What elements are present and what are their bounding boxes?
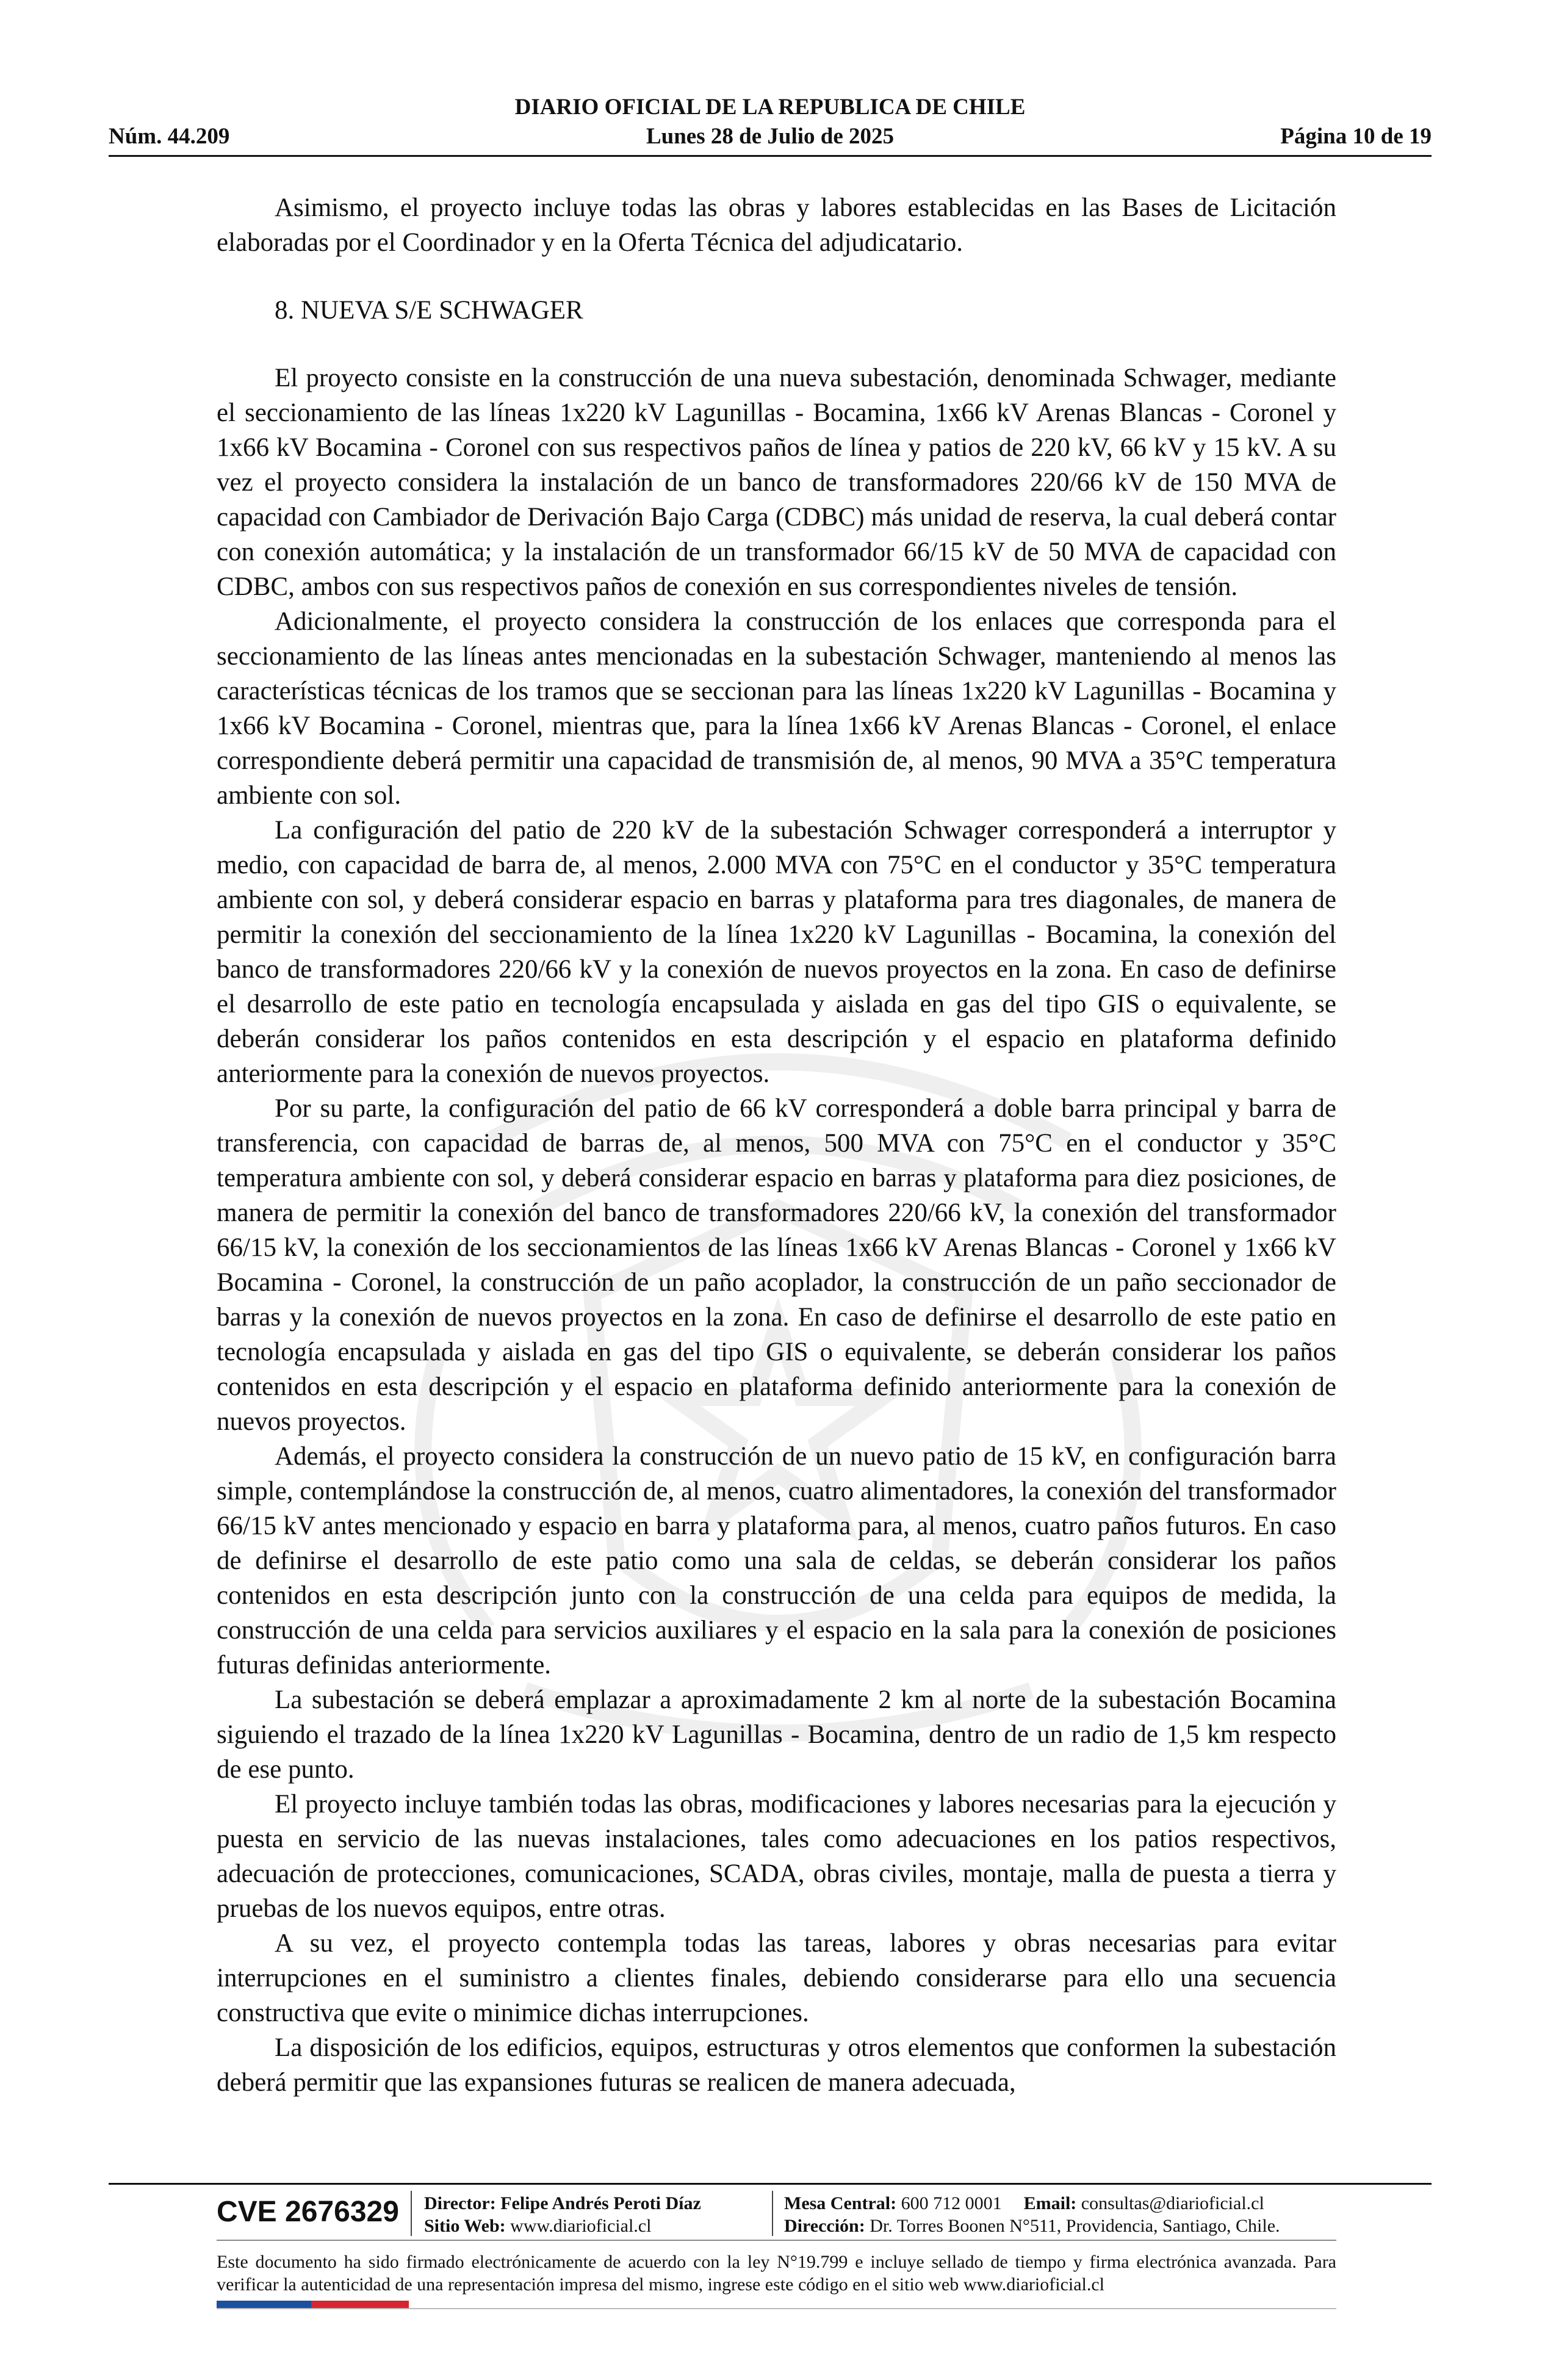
- paragraph-location: La subestación se deberá emplazar a aproximadamente 2 km al norte de la subestación Bocamina siguiendo el trazado de la línea 1x220 kV Lagunillas - Bocamina, dentro de un radio de 1,5 km respecto de ese punto.: [217, 1686, 1336, 1784]
- paragraph-line-links: Adicionalmente, el proyecto considera la construcción de los enlaces que corresponda para el seccionamiento de las líneas antes mencionadas en la subestación Schwager, manteniendo al menos las características técnicas de los tramos que se seccionan para las líneas 1x220 kV Lagunillas - Bocamina y 1x66 kV Bocamina - Coronel, mientras que, para la línea 1x66 kV Arenas Blancas - Coronel, el enlace correspondiente deberá permitir una capacidad de transmisión de, al menos, 90 MVA a 35°C temperatura ambiente con sol.: [217, 607, 1336, 810]
- header-meta-row: [109, 122, 1432, 151]
- intro-paragraph: Asimismo, el proyecto incluye todas las obras y labores establecidas en las Bases de Licitación elaboradas por el Coordinador y en la Oferta Técnica del adjudicatario.: [217, 193, 1336, 257]
- footer-director-block: [424, 2192, 701, 2237]
- paragraph-project-scope: El proyecto consiste en la construcción de una nueva subestación, denominada Schwager, mediante el seccionamiento de las líneas 1x220 kV Lagunillas - Bocamina, 1x66 kV Arenas Blancas - Coronel y 1x66 kV Bocamina - Coronel con sus respectivos paños de línea y patios de 220 kV, 66 kV y 15 kV. A su vez el proyecto considera la instalación de un banco de transformadores 220/66 kV de 150 MVA de capacidad con Cambiador de Derivación Bajo Carga (CDBC) más unidad de reserva, la cual deberá contar con conexión automática; y la instalación de un transformador 66/15 kV de 50 MVA de capacidad con CDBC, ambos con sus respectivos paños de conexión en sus correspondientes niveles de tensión.: [217, 364, 1336, 601]
- phone-label: Mesa Central:: [784, 2193, 897, 2213]
- page-indicator: Página 10 de 19: [1280, 124, 1432, 149]
- signature-notice: Este documento ha sido firmado electrónicamente de acuerdo con la ley N°19.799 e incluye sellado de tiempo y firma electrónica avanzada. Para verificar la autenticidad de una representación impresa del mismo, ingrese este código en el sitio web www.diarioficial.cl: [217, 2252, 1336, 2295]
- page-header: [109, 93, 1432, 151]
- director-label: Director:: [424, 2193, 496, 2213]
- header-divider: [109, 155, 1432, 157]
- cve-code: CVE 2676329: [217, 2196, 399, 2228]
- website-link[interactable]: www.diarioficial.cl: [510, 2216, 652, 2236]
- website-label: Sitio Web:: [424, 2216, 506, 2236]
- paragraph-15kv-yard: Además, el proyecto considera la construcción de un nuevo patio de 15 kV, en configuración barra simple, contemplándose la construcción de, al menos, cuatro alimentadores, la conexión del transformador 66/15 kV antes mencionado y espacio en barra y plataforma para, al menos, cuatro paños futuros. En caso de definirse el desarrollo de este patio como una sala de celdas, se deberán considerar los paños contenidos en esta descripción junto con la construcción de una celda para equipos de medida, la construcción de una celda para servicios auxiliares y el espacio en la sala para la conexión de posiciones futuras definidas anteriormente.: [217, 1442, 1336, 1679]
- publication-title: DIARIO OFICIAL DE LA REPUBLICA DE CHILE: [514, 95, 1026, 120]
- section-heading: 8. NUEVA S/E SCHWAGER: [275, 296, 583, 325]
- footer-contact-block: [784, 2192, 1280, 2237]
- footer-divider: [109, 2183, 1432, 2185]
- issue-date: Lunes 28 de Julio de 2025: [646, 124, 895, 149]
- paragraph-layout: La disposición de los edificios, equipos, estructuras y otros elementos que conformen la subestación deberá permitir que las expansiones futuras se realicen de manera adecuada,: [217, 2033, 1336, 2097]
- paragraph-220kv-yard: La configuración del patio de 220 kV de la subestación Schwager corresponderá a interruptor y medio, con capacidad de barra de, al menos, 2.000 MVA con 75°C en el conductor y 35°C temperatura ambiente con sol, y deberá considerar espacio en barras y plataforma para tres diagonales, de manera de permitir la conexión del seccionamiento de la línea 1x220 kV Lagunillas - Bocamina, la conexión del banco de transformadores 220/66 kV y la conexión de nuevos proyectos en la zona. En caso de definirse el desarrollo de este patio en tecnología encapsulada y aislada en gas del tipo GIS o equivalente, se deberán considerar los paños contenidos en esta descripción y el espacio en plataforma definido anteriormente para la conexión de nuevos proyectos.: [217, 816, 1336, 1088]
- issue-number: Núm. 44.209: [109, 124, 230, 149]
- footer-separator: [772, 2191, 773, 2236]
- address-value: Dr. Torres Boonen N°511, Providencia, Santiago, Chile.: [870, 2216, 1280, 2236]
- footer-separator: [411, 2191, 412, 2236]
- email-link[interactable]: consultas@diarioficial.cl: [1081, 2193, 1264, 2213]
- email-label: Email:: [1023, 2193, 1077, 2213]
- bottom-rule: [217, 2308, 1336, 2309]
- paragraph-interruptions: A su vez, el proyecto contempla todas las tareas, labores y obras necesarias para evitar interrupciones en el suministro a clientes finales, debiendo considerarse para ello una secuencia constructiva que evite o minimice dichas interrupciones.: [217, 1929, 1336, 2027]
- address-label: Dirección:: [784, 2216, 865, 2236]
- paragraph-66kv-yard: Por su parte, la configuración del patio de 66 kV corresponderá a doble barra principal y barra de transferencia, con capacidad de barras de, al menos, 500 MVA con 75°C en el conductor y 35°C temperatura ambiente con sol, y deberá considerar espacio en barras y plataforma para diez posiciones, de manera de permitir la conexión del banco de transformadores 220/66 kV, la conexión del transformador 66/15 kV, la conexión de los seccionamientos de las líneas 1x66 kV Arenas Blancas - Coronel y 1x66 kV Bocamina - Coronel, la construcción de un paño acoplador, la construcción de un paño seccionador de barras y la conexión de nuevos proyectos en la zona. En caso de definirse el desarrollo de este patio en tecnología encapsulada y aislada en gas del tipo GIS o equivalente, se deberán considerar los paños contenidos en esta descripción y el espacio en plataforma definido anteriormente para la conexión de nuevos proyectos.: [217, 1094, 1336, 1436]
- document-body: [217, 190, 1336, 2100]
- phone-number: 600 712 0001: [901, 2193, 1002, 2213]
- director-name: Felipe Andrés Peroti Díaz: [500, 2193, 701, 2213]
- footer-info: [217, 2188, 1336, 2238]
- paragraph-works: El proyecto incluye también todas las obras, modificaciones y labores necesarias para la ejecución y puesta en servicio de las nuevas instalaciones, tales como adecuaciones en los patios respectivos, adecuación de protecciones, comunicaciones, SCADA, obras civiles, montaje, malla de puesta a tierra y pruebas de los nuevos equipos, entre otras.: [217, 1790, 1336, 1923]
- footer-secondary-divider: [217, 2240, 1336, 2241]
